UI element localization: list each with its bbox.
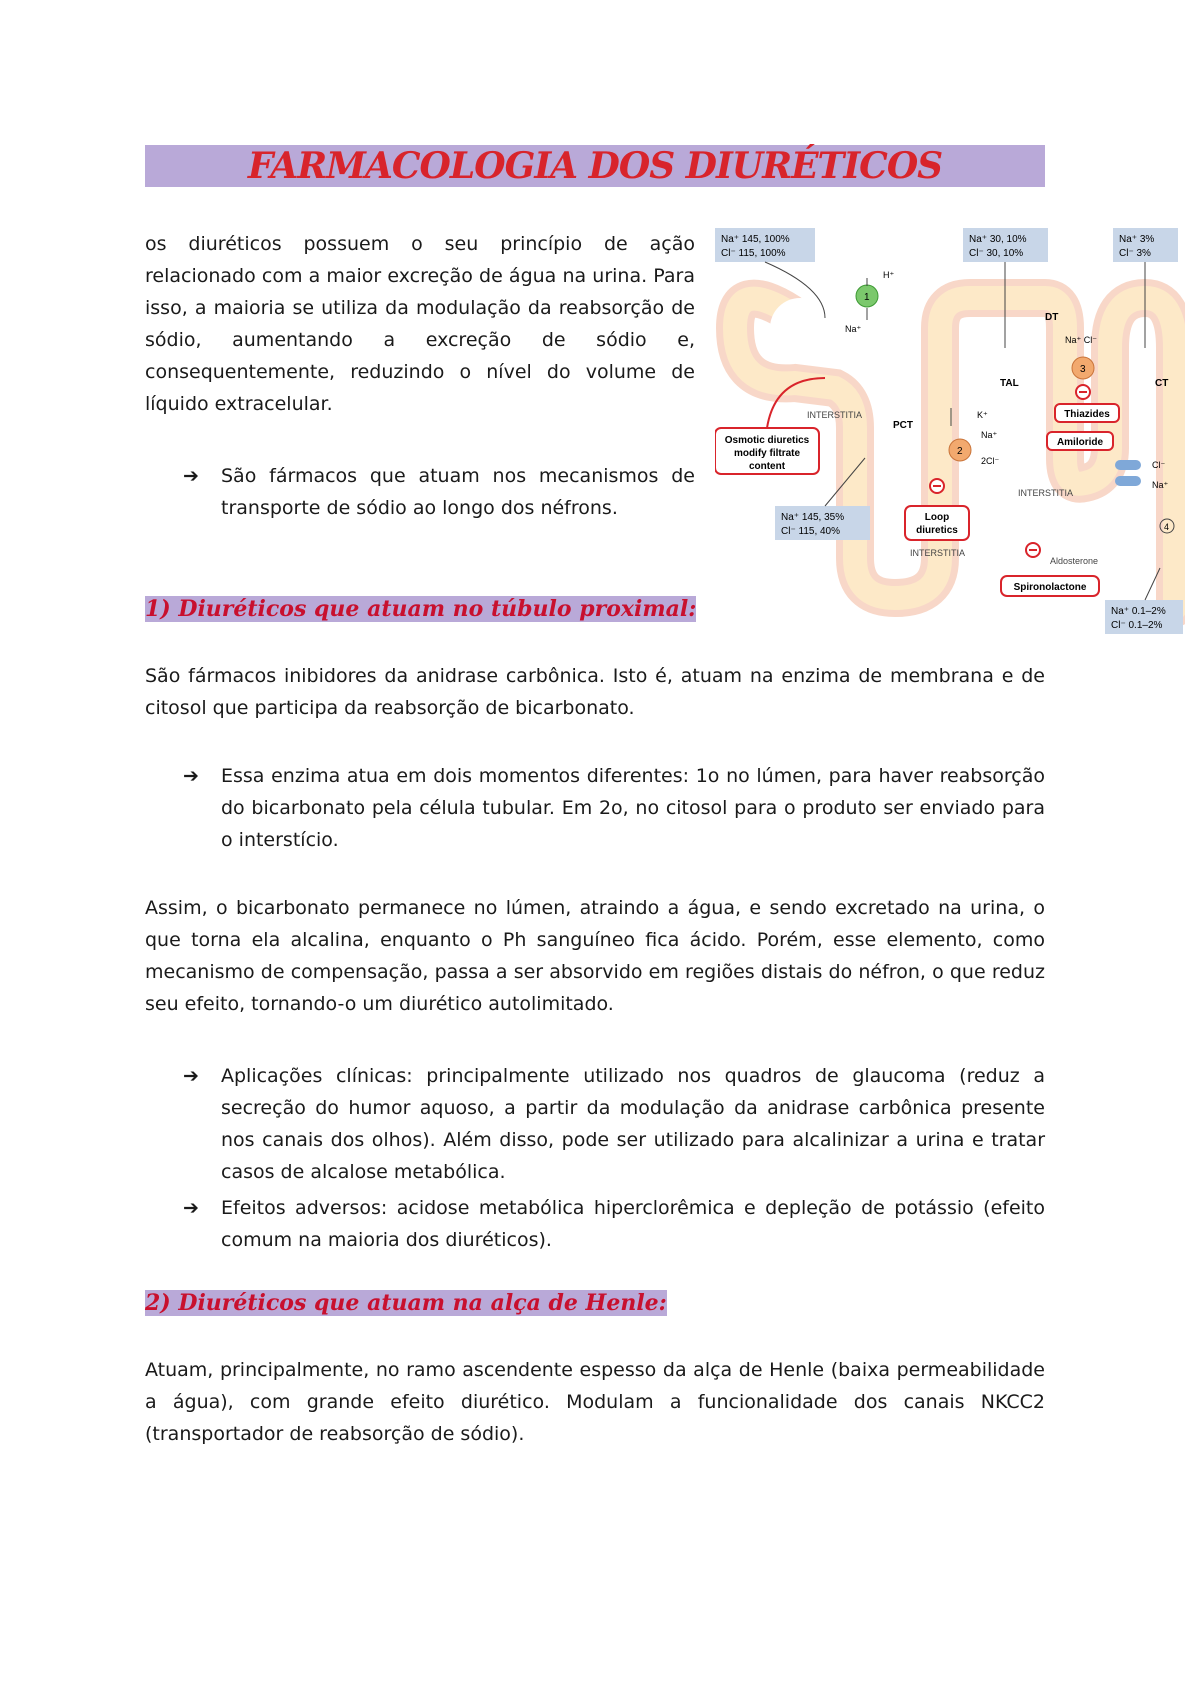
section-1-heading: 1) Diuréticos que atuam no túbulo proximal:	[145, 596, 697, 622]
svg-text:3: 3	[1080, 364, 1086, 375]
arrow-icon: ➔	[183, 1197, 199, 1219]
title-bar	[145, 145, 1045, 187]
svg-text:DT: DT	[1045, 312, 1059, 323]
section-2-heading: 2) Diuréticos que atuam na alça de Henle:	[145, 1290, 667, 1316]
nephron-diagram	[715, 228, 1185, 638]
arrow-icon: ➔	[183, 1065, 199, 1087]
svg-text:Na⁺: Na⁺	[981, 430, 998, 440]
svg-text:2Cl⁻: 2Cl⁻	[981, 456, 1000, 466]
box-glomerulus	[715, 228, 815, 262]
intro-bullet	[145, 460, 695, 524]
box-tal	[963, 228, 1048, 262]
channel-na	[1115, 460, 1141, 470]
svg-text:TAL: TAL	[1000, 378, 1019, 389]
svg-text:diuretics: diuretics	[916, 525, 958, 536]
svg-text:Na⁺ 30, 10%: Na⁺ 30, 10%	[969, 234, 1027, 245]
arrow-icon: ➔	[183, 465, 199, 487]
section-1-bullet-2	[145, 1060, 1045, 1188]
section-1-bullet-3	[145, 1192, 1045, 1256]
svg-text:2: 2	[957, 446, 963, 457]
box-ct	[1113, 228, 1178, 262]
section-2-paragraph-1: Atuam, principalmente, no ramo ascendente espesso da alça de Henle (baixa permeabilidade a água), com grande efeito diurético. Modulam a funcionalidade dos canais NKCC2 (transportador de reabsorção de sódio).	[145, 1359, 1045, 1445]
box-pct	[775, 506, 870, 540]
svg-text:Na⁺ 145, 35%: Na⁺ 145, 35%	[781, 512, 845, 523]
page-title: FARMACOLOGIA DOS DIURÉTICOS	[247, 145, 943, 187]
svg-text:Cl⁻ 30, 10%: Cl⁻ 30, 10%	[969, 248, 1024, 259]
svg-text:Osmotic diuretics: Osmotic diuretics	[724, 435, 810, 446]
svg-text:content: content	[748, 461, 786, 472]
label-spironolactone	[1001, 543, 1099, 596]
svg-text:Na⁺: Na⁺	[845, 324, 862, 334]
svg-text:Spironolactone: Spironolactone	[1013, 582, 1087, 593]
svg-text:PCT: PCT	[893, 420, 913, 431]
svg-text:4: 4	[1164, 522, 1170, 532]
svg-text:Cl⁻ 3%: Cl⁻ 3%	[1119, 248, 1151, 259]
svg-text:Loop: Loop	[924, 512, 950, 523]
bullet-text: Aplicações clínicas: principalmente utilizado nos quadros de glaucoma (reduz a secreção do humor aquoso, a partir da modulação da anidrase carbônica presente nos canais dos olhos). Além disso, pode ser utilizado para alcalinizar a urina e tratar casos de alcalose metabólica.	[221, 1065, 1045, 1183]
svg-text:Cl⁻ 0.1–2%: Cl⁻ 0.1–2%	[1111, 620, 1163, 631]
svg-text:Cl⁻ 115, 100%: Cl⁻ 115, 100%	[721, 248, 786, 259]
label-amiloride	[1047, 432, 1113, 450]
box-end	[1105, 600, 1183, 634]
bullet-text: Efeitos adversos: acidose metabólica hiperclorêmica e depleção de potássio (efeito comum na maioria dos diuréticos).	[221, 1197, 1045, 1251]
svg-text:Na⁺ 145, 100%: Na⁺ 145, 100%	[721, 234, 790, 245]
svg-text:H⁺: H⁺	[883, 270, 895, 280]
bullet-text: São fármacos que atuam nos mecanismos de transporte de sódio ao longo dos néfrons.	[221, 465, 695, 519]
svg-text:1: 1	[864, 292, 870, 303]
svg-text:Na⁺ 3%: Na⁺ 3%	[1119, 234, 1155, 245]
svg-text:INTERSTITIA: INTERSTITIA	[807, 410, 863, 420]
svg-text:Thiazides: Thiazides	[1064, 409, 1110, 420]
svg-text:Na⁺: Na⁺	[1152, 480, 1169, 490]
svg-text:Amiloride: Amiloride	[1056, 437, 1104, 448]
label-loop	[905, 479, 969, 540]
section-1-paragraph-2: Assim, o bicarbonato permanece no lúmen, atraindo a água, e sendo excretado na urina, o que torna ela alcalina, enquanto o Ph sanguíneo fica ácido. Porém, esse elemento, como mecanismo de compensação, passa a ser absorvido em regiões distais do néfron, o que reduz seu efeito, tornando-o um diurético autolimitado.	[145, 897, 1045, 1015]
section-1-bullet-1	[145, 760, 1045, 856]
svg-text:INTERSTITIA: INTERSTITIA	[1018, 488, 1074, 498]
svg-text:Na⁺ 0.1–2%: Na⁺ 0.1–2%	[1111, 606, 1166, 617]
arrow-icon: ➔	[183, 765, 199, 787]
svg-text:Aldosterone: Aldosterone	[1050, 556, 1099, 566]
svg-text:CT: CT	[1155, 378, 1169, 389]
svg-text:Na⁺ Cl⁻: Na⁺ Cl⁻	[1065, 335, 1098, 345]
svg-text:K⁺: K⁺	[977, 410, 988, 420]
bullet-text: Essa enzima atua em dois momentos diferentes: 1o no lúmen, para haver reabsorção do bicarbonato pela célula tubular. Em 2o, no citosol para o produto ser enviado para o interstício.	[221, 765, 1045, 851]
section-1-paragraph-1: São fármacos inibidores da anidrase carbônica. Isto é, atuam na enzima de membrana e de citosol que participa da reabsorção de bicarbonato.	[145, 665, 1045, 719]
svg-text:Cl⁻ 115, 40%: Cl⁻ 115, 40%	[781, 526, 841, 537]
channel-k	[1115, 476, 1141, 486]
glomerulus-space	[770, 298, 830, 358]
intro-paragraph: os diuréticos possuem o seu princípio de ação relacionado com a maior excreção de água na urina. Para isso, a maioria se utiliza da modulação da reabsorção de sódio, aumentando a excreção de sódio e, consequentemente, reduzindo o nível do volume de líquido extracelular.	[145, 233, 695, 415]
svg-text:INTERSTITIA: INTERSTITIA	[910, 548, 966, 558]
svg-text:modify filtrate: modify filtrate	[733, 448, 801, 459]
svg-text:Cl⁻: Cl⁻	[1152, 460, 1166, 470]
